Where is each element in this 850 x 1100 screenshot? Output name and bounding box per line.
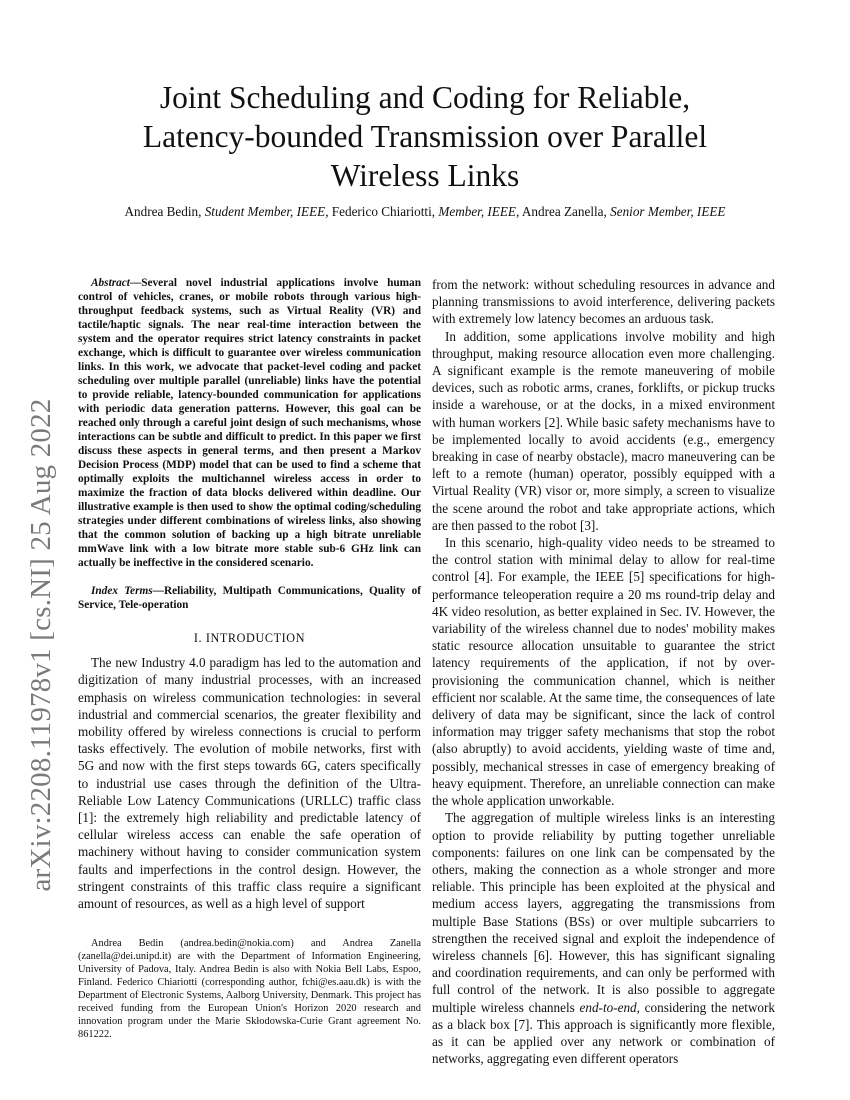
body-paragraph: The new Industry 4.0 paradigm has led to the automation and digitization of many industrial processes, with an increased emphasis on wireless communication technologies: in several industrial and commercial scenarios, the greater flexibility and mobility offered by wireless connections is crucial to perform tasks effectively. The evolution of mobile networks, first with 5G and now with the first steps towards 6G, caters specifically to industrial use cases through the definition of the Ultra-Reliable Low Latency Communications (URLLC) traffic class [1]: the extremely high reliability and predictable latency of cellular wireless access can enable the safe operation of machinery without having to consider communication system faults and imperfections in the control design. However, the stringent constraints of this traffic class require a significant amount of resources, as well as a high level of support: [78, 655, 421, 912]
index-terms-lead: Index Terms: [91, 585, 153, 597]
title-line: Joint Scheduling and Coding for Reliable,: [159, 80, 691, 115]
abstract-lead: Abstract: [91, 277, 130, 289]
paper-title: [70, 78, 780, 195]
author-name: Andrea Bedin: [124, 204, 199, 219]
body-paragraph: from the network: without scheduling resources in advance and planning transmissions to avoid interference, delivering packets with extremely low latency becomes an arduous task.: [432, 277, 775, 327]
author-list: Andrea Bedin, Student Member, IEEE, Federico Chiariotti, Member, IEEE, Andrea Zanella, Senior Member, IEEE: [124, 204, 726, 219]
right-column: [432, 276, 775, 1067]
emphasis-text: end-to-end: [579, 999, 637, 1015]
index-terms-text: Reliability, Multipath Communications, Quality of Service, Tele-operation: [78, 585, 421, 611]
author-role: Member, IEEE: [438, 204, 516, 219]
title-line: Latency-bounded Transmission over Parallel: [142, 119, 708, 154]
author-name: Andrea Zanella: [521, 204, 604, 219]
body-paragraph: In this scenario, high-quality video needs to be streamed to the control station with minimal delay to allow for real-time control [4]. For example, the IEEE [5] specifications for high-performance teleoperation require a 20 ms round-trip delay and 4K video resolution, as better explained in Sec. IV. However, the variability of the wireless channel due to nodes' mobility makes static resource allocation unsuitable to guarantee the strict latency requirements of the application, if not by over-provisioning the communication channel, which is neither efficient nor scalable. At the same time, the consequences of late delivery of data may be significant, since the lack of control information may trigger safety mechanisms that stop the robot (also abruptly) to avoid accidents, yielding waste of time and, possibly, mechanical stresses in case of emergency breaking of heavy equipment. Therefore, an unreliable connection can make the whole application unworkable.: [432, 535, 775, 809]
author-role: Senior Member, IEEE: [610, 204, 726, 219]
body-paragraph: In addition, some applications involve mobility and high throughput, making resource allocation even more challenging. A significant example is the remote maneuvering of mobile devices, such as robotic arms, cranes, forklifts, or pickup trucks inside a warehouse, or at the docks, in a mixed environment with human workers [2]. While basic safety mechanisms have to be implemented locally to avoid accidents (e.g., emergency breaking in case of nearby obstacle), macro maneuvering can be left to a remote (human) operator, possibly equipped with a Virtual Reality (VR) visor or, more simply, a screen to visualize the scene around the robot and take appropriate actions, which are then passed to the robot [3].: [432, 328, 775, 533]
author-role: Student Member, IEEE: [204, 204, 326, 219]
index-terms: Index Terms—Reliability, Multipath Communications, Quality of Service, Tele-operation: [78, 585, 421, 611]
arxiv-sidebar: [8, 295, 70, 995]
body-text: The aggregation of multiple wireless links is an interesting option to provide reliability by putting together unreliable components: failures on one link can be compensated by the others, making the connection as a whole stronger and more reliable. This principle has been exploited at the physical and medium access layers, aggregating the transmissions from multiple Base Stations (BSs) or over multiple subcarriers to strengthen the received signal and exploit the independence of wireless channels [6]. However, this has significant signaling and coordination requirements, and can only be performed with full control of the network. It is also possible to aggregate multiple wireless channels: [432, 810, 775, 1015]
abstract-text: Several novel industrial applications involve human control of vehicles, cranes, or mobile robots through various high-throughput feedback systems, such as Virtual Reality (VR) and tactile/haptic signals. The near real-time interaction between the system and the operator requires strict latency constraints in packet exchange, which is difficult to guarantee over wireless communication links. In this work, we advocate that packet-level coding and packet scheduling over multiple parallel (unreliable) links have the potential to provide reliable, latency-bounded communication for applications with periodic data generation patterns. However, this goal can be reached only through a careful joint design of such mechanisms, whose interactions can be subtle and difficult to predict. In this paper we first discuss these aspects in general terms, and then present a Markov Decision Process (MDP) model that can be used to find a scheme that optimally exploits the multichannel wireless access in order to maximize the fraction of data blocks delivered within deadline. Our illustrative example is then used to show the optimal coding/scheduling strategies under different combinations of wireless links, also showing that the common solution of backing up a high bitrate unreliable mmWave link with a low bitrate more stable sub-6 GHz link can actually be ineffective in the considered scenario.: [78, 277, 421, 569]
body-text: , considering the network as a black box [7]. This approach is significantly more flexible, as it can be applied over any network or combination of networks, aggregating even different operators: [432, 999, 775, 1067]
footnote-text: Andrea Bedin (andrea.bedin@nokia.com) and Andrea Zanella (zanella@dei.unipd.it) are with the Department of Information Engineering, University of Padova, Italy. Andrea Bedin is also with Nokia Bell Labs, Espoo, Finland. Federico Chiariotti (corresponding author, fchi@es.aau.dk) is with the Department of Electronic Systems, Aalborg University, Denmark. This project has received funding from the European Union's Horizon 2020 research and innovation program under the Marie Skłodowska-Curie Grant agreement No. 861222.: [78, 938, 421, 1040]
title-line: Wireless Links: [330, 158, 520, 193]
author-name: Federico Chiariotti: [331, 204, 432, 219]
left-column: [78, 276, 421, 912]
body-paragraph: [432, 809, 775, 1067]
section-heading: I. INTRODUCTION: [193, 631, 306, 645]
footnote: [78, 937, 421, 1041]
arxiv-identifier: arXiv:2208.11978v1 [cs.NI] 25 Aug 2022: [25, 398, 57, 892]
abstract: Abstract—Several novel industrial applications involve human control of vehicles, cranes, or mobile robots through various high-throughput feedback systems, such as Virtual Reality (VR) and tactile/haptic signals. The near real-time interaction between the system and the operator requires strict latency constraints in packet exchange, which is difficult to guarantee over wireless communication links. In this work, we advocate that packet-level coding and packet scheduling over multiple parallel (unreliable) links have the potential to provide reliable, latency-bounded communication for applications with periodic data generation patterns. However, this goal can be reached only through a careful joint design of such mechanisms, whose interactions can be subtle and difficult to predict. In this paper we first discuss these aspects in general terms, and then present a Markov Decision Process (MDP) model that can be used to find a scheme that optimally exploits the multichannel wireless access in order to maximize the fraction of data blocks delivered within deadline. Our illustrative example is then used to show the optimal coding/scheduling strategies under different combinations of wireless links, also showing that the common solution of backing up a high bitrate unreliable mmWave link with a low bitrate more stable sub-6 GHz link can actually be ineffective in the considered scenario.: [78, 277, 421, 569]
